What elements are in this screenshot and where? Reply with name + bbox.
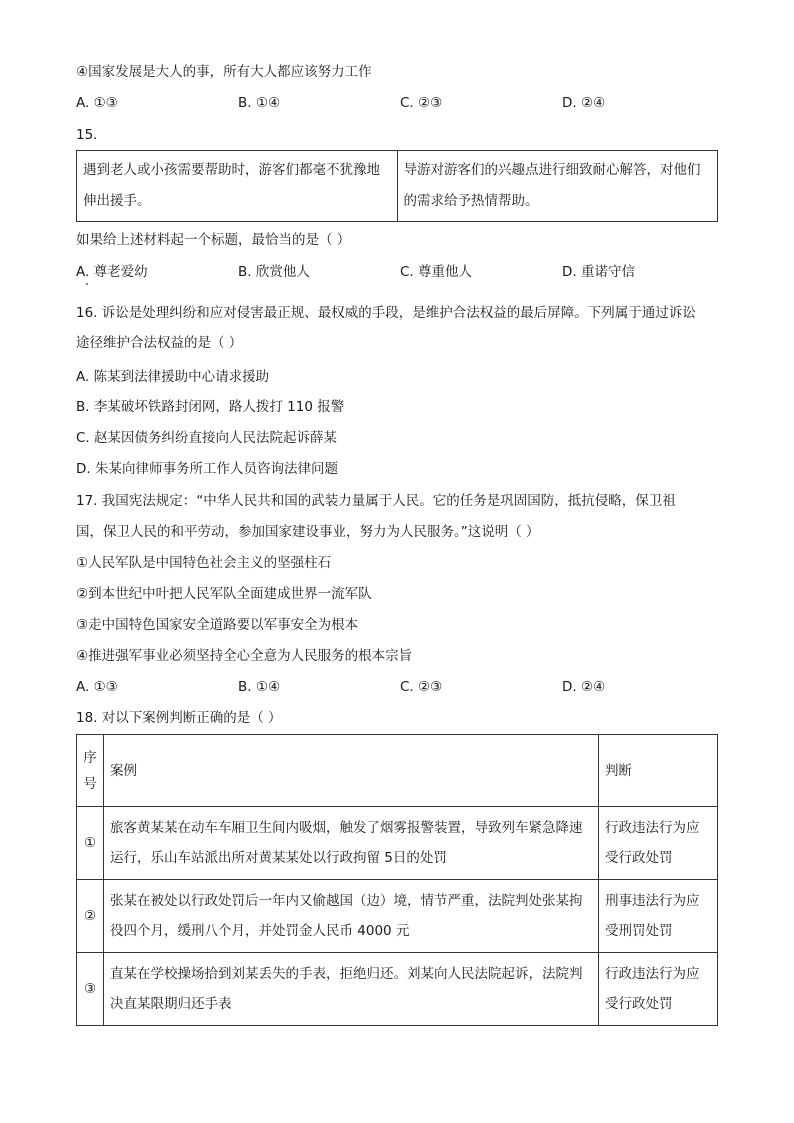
row-case: 张某在被处以行政处罚后一年内又偷越国（边）境，情节严重，法院判处张某拘役四个月，缓刑八个月，并处罚金人民币 4000 元	[104, 880, 599, 953]
row-judge: 刑事违法行为应受刑罚处罚	[599, 880, 718, 953]
q16-option-c: C. 赵某因债务纠纷直接向人民法院起诉薛某	[76, 430, 338, 446]
q15-material-right: 导游对游客们的兴趣点进行细致耐心解答，对他们的需求给予热情帮助。	[397, 151, 718, 222]
q17-option-c: C. ②③	[400, 679, 443, 695]
row-no: ③	[77, 953, 104, 1026]
q15-material-left: 遇到老人或小孩需要帮助时，游客们都毫不犹豫地伸出援手。	[77, 151, 398, 222]
q17-option-a: A. ①③	[76, 679, 118, 695]
q15-options	[76, 262, 726, 282]
q15-material-table	[76, 150, 718, 222]
q16-option-b: B. 李某破坏铁路封闭网，路人拨打 110 报警	[76, 399, 345, 415]
row-judge: 行政违法行为应受行政处罚	[599, 953, 718, 1026]
q18-case-table	[76, 734, 718, 1026]
q17-item-2: ②到本世纪中叶把人民军队全面建成世界一流军队	[76, 586, 372, 602]
header-case: 案例	[104, 735, 599, 807]
row-case: 直某在学校操场拾到刘某丢失的手表，拒绝归还。刘某向人民法院起诉，法院判决直某限期归还手表	[104, 953, 599, 1026]
q14-option-b: B. ①④	[238, 95, 281, 111]
stray-dot	[86, 283, 88, 285]
q16-stem-line2: 途径维护合法权益的是（ ）	[76, 335, 243, 351]
q17-option-d: D. ②④	[562, 679, 606, 695]
q14-option-c: C. ②③	[400, 95, 443, 111]
q14-options	[76, 93, 726, 113]
q17-stem-line1: 17. 我国宪法规定：“中华人民共和国的武装力量属于人民。它的任务是巩固国防，抵抗侵略，保卫祖	[76, 493, 676, 509]
q15-stem: 如果给上述材料起一个标题，最恰当的是（ ）	[76, 232, 351, 248]
q16-option-a: A. 陈某到法律援助中心请求援助	[76, 369, 270, 385]
q15-number: 15.	[76, 127, 98, 143]
header-no: 序号	[77, 735, 104, 807]
q17-option-b: B. ①④	[238, 679, 281, 695]
table-header-row	[77, 735, 718, 807]
table-row	[77, 880, 718, 953]
q15-option-d: D. 重诺守信	[562, 264, 635, 280]
q15-option-b: B. 欣赏他人	[238, 264, 310, 280]
q15-option-a: A. 尊老爱幼	[76, 264, 148, 280]
q14-option-d: D. ②④	[562, 95, 606, 111]
row-judge: 行政违法行为应受行政处罚	[599, 807, 718, 880]
q15-option-c: C. 尊重他人	[400, 264, 473, 280]
row-no: ①	[77, 807, 104, 880]
q17-item-1: ①人民军队是中国特色社会主义的坚强柱石	[76, 555, 332, 571]
q16-stem-line1: 16. 诉讼是处理纠纷和应对侵害最正规、最权威的手段，是维护合法权益的最后屏障。下列属于通过诉讼	[76, 305, 696, 321]
q17-options	[76, 677, 726, 697]
row-no: ②	[77, 880, 104, 953]
q16-option-d: D. 朱某向律师事务所工作人员咨询法律问题	[76, 461, 338, 477]
q18-stem: 18. 对以下案例判断正确的是（ ）	[76, 710, 282, 726]
q17-item-4: ④推进强军事业必须坚持全心全意为人民服务的根本宗旨	[76, 648, 413, 664]
q14-option-a: A. ①③	[76, 95, 118, 111]
table-row	[77, 953, 718, 1026]
row-case: 旅客黄某某在动车车厢卫生间内吸烟，触发了烟雾报警装置，导致列车紧急降速运行，乐山车站派出所对黄某某处以行政拘留 5日的处罚	[104, 807, 599, 880]
header-judge: 判断	[599, 735, 718, 807]
q17-item-3: ③走中国特色国家安全道路要以军事安全为根本	[76, 617, 359, 633]
q17-stem-line2: 国，保卫人民的和平劳动，参加国家建设事业，努力为人民服务。”这说明（ ）	[76, 524, 540, 540]
q14-item-4: ④国家发展是大人的事，所有大人都应该努力工作	[76, 64, 372, 80]
table-row	[77, 807, 718, 880]
